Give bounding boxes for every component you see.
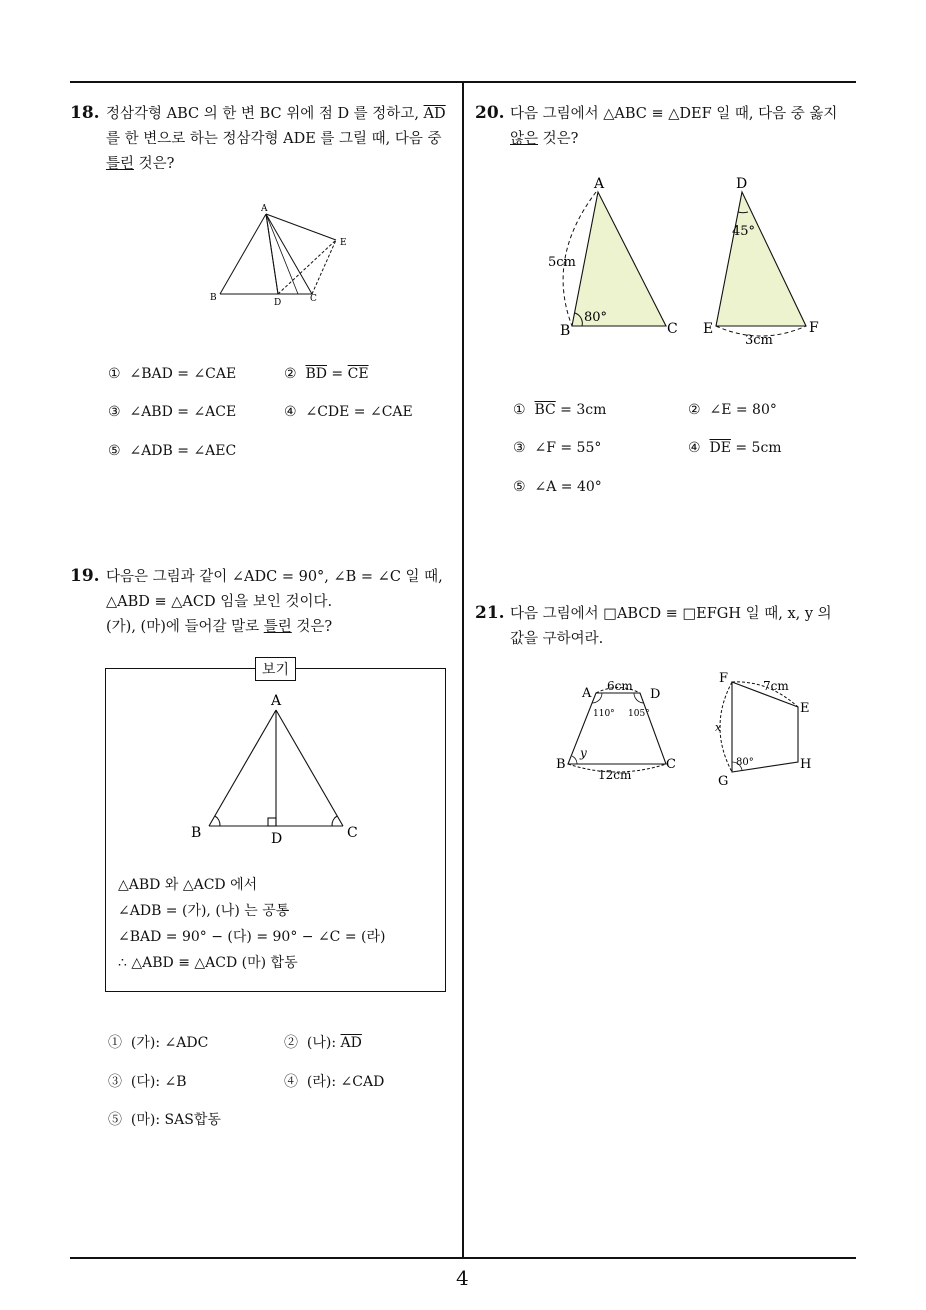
q20-side-ef: 3cm (745, 333, 773, 348)
q19-choice-3[interactable]: ③ (다): ∠B (108, 1074, 187, 1090)
q19-line1: 다음은 그림과 같이 ∠ADC = 90°, ∠B = ∠C 일 때, (106, 569, 443, 585)
q18-label-b: B (210, 293, 217, 303)
q19-choice-5[interactable]: ⑤ (마): SAS합동 (108, 1112, 221, 1128)
q20-angle-b: 80° (584, 310, 608, 325)
q20-line1: 다음 그림에서 △ABC ≡ △DEF 일 때, 다음 중 옳지 (510, 106, 838, 122)
q18-choice-3[interactable]: ③ ∠ABD = ∠ACE (108, 404, 237, 420)
q20-label-a: A (594, 176, 605, 192)
q20-side-ab: 5cm (548, 255, 576, 270)
q21-number: 21. (475, 603, 505, 623)
q18-number: 18. (70, 103, 100, 123)
q20-figure (540, 172, 840, 352)
q21-label-d: D (650, 687, 661, 702)
q21-angle-g: 80° (736, 757, 754, 768)
q21-label-e: E (800, 701, 810, 716)
q18-line1: 정삼각형 ABC 의 한 변 BC 위에 점 D 를 정하고, (106, 106, 424, 122)
q21-label-f: F (719, 671, 729, 686)
q20-label-c: C (667, 321, 678, 337)
q18-line2: 를 한 변으로 하는 정삼각형 ADE 를 그릴 때, 다음 중 (106, 131, 442, 147)
q20-underlined: 않은 (510, 131, 539, 147)
q18-label-c: C (310, 294, 317, 304)
q21-line1: 다음 그림에서 □ABCD ≡ □EFGH 일 때, x, y 의 (510, 606, 832, 622)
q19-line3: (가), (마)에 들어갈 말로 (106, 619, 264, 635)
q18-label-a: A (261, 204, 268, 214)
page-number: 4 (456, 1266, 469, 1290)
q18-choice-5[interactable]: ⑤ ∠ADB = ∠AEC (108, 443, 237, 459)
q21-text (510, 602, 862, 652)
q21-side-ad: 6cm (607, 679, 633, 693)
q18-choice-2[interactable]: ② $\overline{BD} = \overline{CE}$ (284, 366, 369, 382)
q20-label-f: F (809, 320, 819, 336)
q19-label-d: D (271, 831, 283, 847)
column-divider (462, 82, 464, 1258)
q21-label-c: C (666, 757, 676, 772)
q19-underlined: 틀린 (263, 619, 292, 635)
q21-side-fg: x (715, 721, 722, 734)
q20-label-d: D (736, 176, 748, 192)
q19-number: 19. (70, 566, 100, 586)
q18-line3: 것은? (134, 156, 175, 172)
q20-choice-4[interactable]: ④ $\overline{DE} = 5cm$ (688, 440, 782, 456)
q21-figure (550, 668, 820, 792)
q21-side-bc: 12cm (598, 768, 632, 782)
q18-text (106, 102, 458, 177)
q18-label-e: E (340, 238, 347, 248)
q21-angle-d: 105° (628, 709, 650, 719)
q19-label-c: C (347, 825, 358, 841)
q20-choice-3[interactable]: ③ ∠F = 55° (513, 440, 602, 456)
q19-text: 다음은 그림과 같이 ∠ADC = 90°, ∠B = ∠C 일 때, △ABD ≡ △ACD 임을 보인 것이다. (가), (마)에 들어갈 말로 틀린 것은? (106, 565, 458, 640)
q18-choice-1[interactable]: ① ∠BAD = ∠CAE (108, 366, 237, 382)
q20-label-b: B (560, 323, 571, 339)
bottom-rule (70, 1257, 856, 1259)
q19-proof-line-4: ∴ △ABD ≡ △ACD (마) 합동 (118, 955, 298, 971)
q21-angle-b: y (580, 746, 587, 760)
q18-figure (200, 198, 360, 310)
q21-line2: 값을 구하여라. (510, 631, 604, 647)
q21-label-a: A (582, 686, 592, 701)
q19-label-a: A (271, 693, 282, 709)
q21-angle-a: 110° (593, 709, 615, 719)
q20-angle-d: 45° (732, 224, 756, 239)
q19-proof-line-2: ∠ADB = (가), (나) 는 공통 (118, 903, 290, 919)
q18-segment-ad: $\overline{AD}$ (423, 106, 446, 122)
q19-choice-2[interactable]: ② (나): $\overline{AD}$ (284, 1035, 362, 1051)
q19-box-title: 보기 (255, 657, 296, 681)
q20-number: 20. (475, 103, 505, 123)
q20-line2: 것은? (538, 131, 579, 147)
q18-underlined: 틀린 (106, 156, 135, 172)
q19-figure (185, 690, 375, 850)
q21-label-g: G (718, 774, 729, 789)
q19-choice-4[interactable]: ④ (라): ∠CAD (284, 1074, 385, 1090)
q19-proof-line-3: ∠BAD = 90° − (다) = 90° − ∠C = (라) (118, 929, 386, 945)
q20-label-e: E (703, 321, 714, 337)
q19-label-b: B (191, 825, 202, 841)
q19-line2: △ABD ≡ △ACD 임을 보인 것이다. (106, 594, 333, 610)
q21-label-h: H (800, 757, 812, 772)
q20-choice-5[interactable]: ⑤ ∠A = 40° (513, 479, 602, 495)
q18-label-d: D (274, 298, 282, 308)
q20-text (510, 102, 862, 152)
q20-choice-2[interactable]: ② ∠E = 80° (688, 402, 777, 418)
q19-proof (118, 872, 385, 976)
q19-proof-line-1: △ABD 와 △ACD 에서 (118, 877, 258, 893)
q20-choice-1[interactable]: ① $\overline{BC} = 3cm$ (513, 402, 607, 418)
q19-choice-1[interactable]: ① (가): ∠ADC (108, 1035, 209, 1051)
q18-choice-4[interactable]: ④ ∠CDE = ∠CAE (284, 404, 413, 420)
q21-side-fe: 7cm (763, 679, 789, 693)
q21-label-b: B (556, 757, 566, 772)
